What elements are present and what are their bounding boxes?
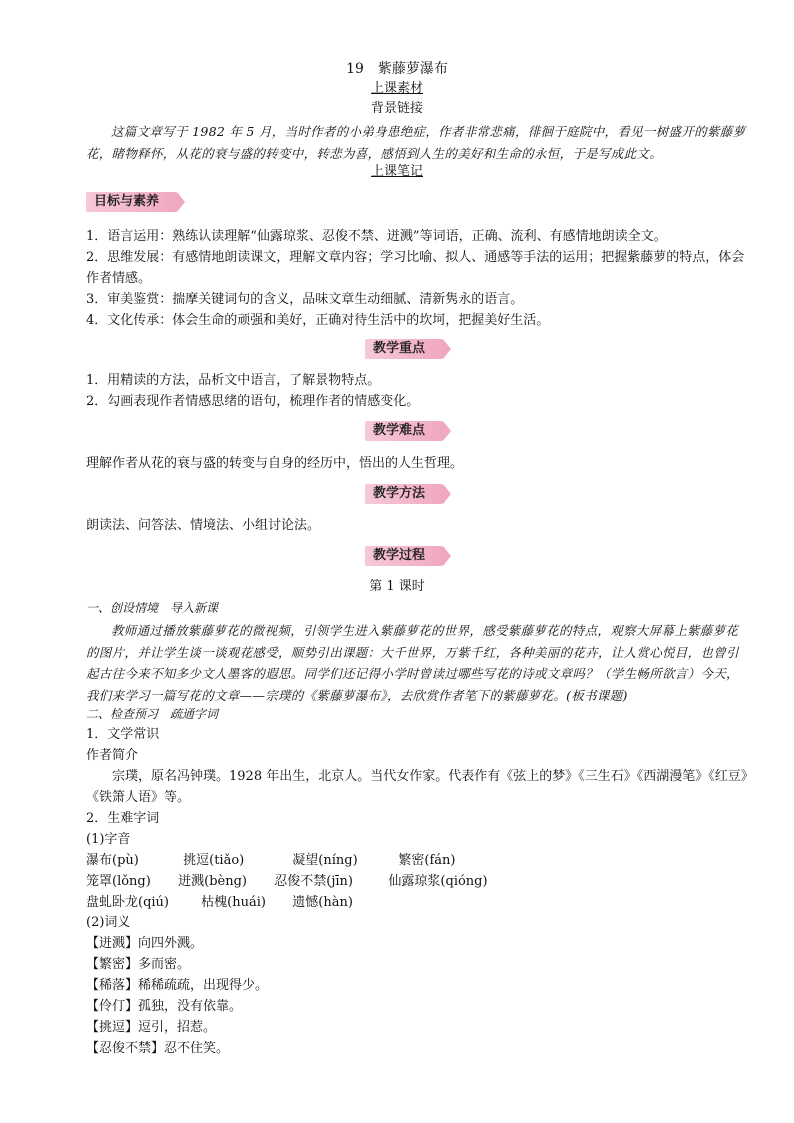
pronunciation-row <box>86 891 353 910</box>
goal-item: 2．思维发展：有感情地朗读课文，理解文章内容；学习比喻、拟人、通感等手法的运用；把握紫藤萝的特点，体会作者情感。 <box>86 250 745 286</box>
difficulties-text: 理解作者从花的衰与盛的转变与自身的经历中，悟出的人生哲理。 <box>86 456 464 471</box>
pronunciation-item: 枯槐(huái) <box>201 895 266 910</box>
pronunciation-item: 繁密(fán) <box>398 853 456 868</box>
literature-section <box>86 724 750 850</box>
pronunciation-item: 瀑布(pù) <box>86 853 139 868</box>
words-title: 2．生难字词 <box>86 811 160 826</box>
pronunciation-item: 笼罩(lǒng) <box>86 874 151 889</box>
key-points-banner: 教学重点 <box>365 339 443 359</box>
section-material-heading: 上课素材 <box>370 81 423 96</box>
pronunciation-item: 迸溅(bèng) <box>178 874 247 889</box>
meaning-item: 【挑逗】逗引，招惹。 <box>86 1020 217 1035</box>
background-link-heading: 背景链接 <box>370 101 423 116</box>
author-title: 作者简介 <box>86 748 139 763</box>
goal-item: 4．文化传承：体会生命的顽强和美好，正确对待生活中的坎坷，把握美好生活。 <box>86 313 550 328</box>
methods-banner: 教学方法 <box>365 484 443 504</box>
pronunciation-row <box>86 849 456 868</box>
step1-title: 一、创设情境 导入新课 <box>86 601 219 615</box>
key-point-item: 1．用精读的方法，品析文中语言，了解景物特点。 <box>86 373 381 388</box>
literature-title: 1．文学常识 <box>86 727 160 742</box>
meaning-title: (2)词义 <box>86 915 131 930</box>
step2-title: 二、检查预习 疏通字词 <box>86 707 219 721</box>
meaning-item: 【迸溅】向四外溅。 <box>86 936 204 951</box>
lesson-title: 19 紫藤萝瀑布 <box>346 61 448 77</box>
process-banner: 教学过程 <box>365 546 443 566</box>
meaning-item: 【繁密】多而密。 <box>86 957 191 972</box>
key-points-list <box>86 370 750 412</box>
author-text: 宗璞，原名冯钟璞。1928 年出生，北京人。当代女作家。代表作有《弦上的梦》《三生石》《西湖漫笔》《红豆》《铁箫人语》等。 <box>86 769 748 805</box>
pronunciation-row <box>86 870 488 889</box>
step1-text: 教师通过播放紫藤萝花的微视频，引领学生进入紫藤萝花的世界，感受紫藤萝花的特点，观察大屏幕上紫藤萝花的图片，并让学生谈一谈观花感受，顺势引出课题：大千世界，万紫千红，各种美丽的花卉，让人赏心悦目，也曾引起古往今来不知多少文人墨客的遐思。同学们还记得小学时曾读过哪些写花的诗或文章吗？（学生畅所欲言）今天，我们来学习一篇写花的文章——宗璞的《紫藤萝瀑布》，去欣赏作者笔下的紫藤萝花。(板书课题) <box>86 623 739 703</box>
meaning-item: 【忍俊不禁】忍不住笑。 <box>86 1041 230 1056</box>
pronunciation-item: 凝望(níng) <box>292 853 358 868</box>
pronunciation-item: 盘虬卧龙(qiú) <box>86 895 169 910</box>
pronunciation-title: (1)字音 <box>86 832 131 847</box>
pronunciation-item: 忍俊不禁(jīn) <box>274 874 353 889</box>
pronunciation-item: 遗憾(hàn) <box>292 895 353 910</box>
goal-item: 3．审美鉴赏：揣摩关键词句的含义，品味文章生动细腻、清新隽永的语言。 <box>86 292 524 307</box>
pronunciation-item: 仙露琼浆(qióng) <box>388 874 488 889</box>
methods-text: 朗读法、问答法、情境法、小组讨论法。 <box>86 518 321 533</box>
section-notes-heading: 上课笔记 <box>370 164 423 179</box>
period-heading: 第 1 课时 <box>369 579 425 594</box>
goal-item: 1．语言运用：熟练认读理解“仙露琼浆、忍俊不禁、迸溅”等词语，正确、流利、有感情地朗读全文。 <box>86 229 667 244</box>
goals-list <box>86 226 750 331</box>
meaning-item: 【稀落】稀稀疏疏，出现得少。 <box>86 978 269 993</box>
background-text: 这篇文章写于 1982 年 5 月，当时作者的小弟身患绝症，作者非常悲痛，徘徊于庭院中，看见一树盛开的紫藤萝花，睹物释怀，从花的衰与盛的转变中，转悲为喜，感悟到人生的美好和生命的永恒，于是写成此文。 <box>86 124 746 161</box>
pronunciation-item: 挑逗(tiǎo) <box>183 853 245 868</box>
goals-banner: 目标与素养 <box>86 192 177 212</box>
meaning-item: 【伶仃】孤独，没有依靠。 <box>86 999 243 1014</box>
meanings-section <box>86 912 750 1059</box>
key-point-item: 2．勾画表现作者情感思绪的语句，梳理作者的情感变化。 <box>86 394 420 409</box>
difficulties-banner: 教学难点 <box>365 421 443 441</box>
